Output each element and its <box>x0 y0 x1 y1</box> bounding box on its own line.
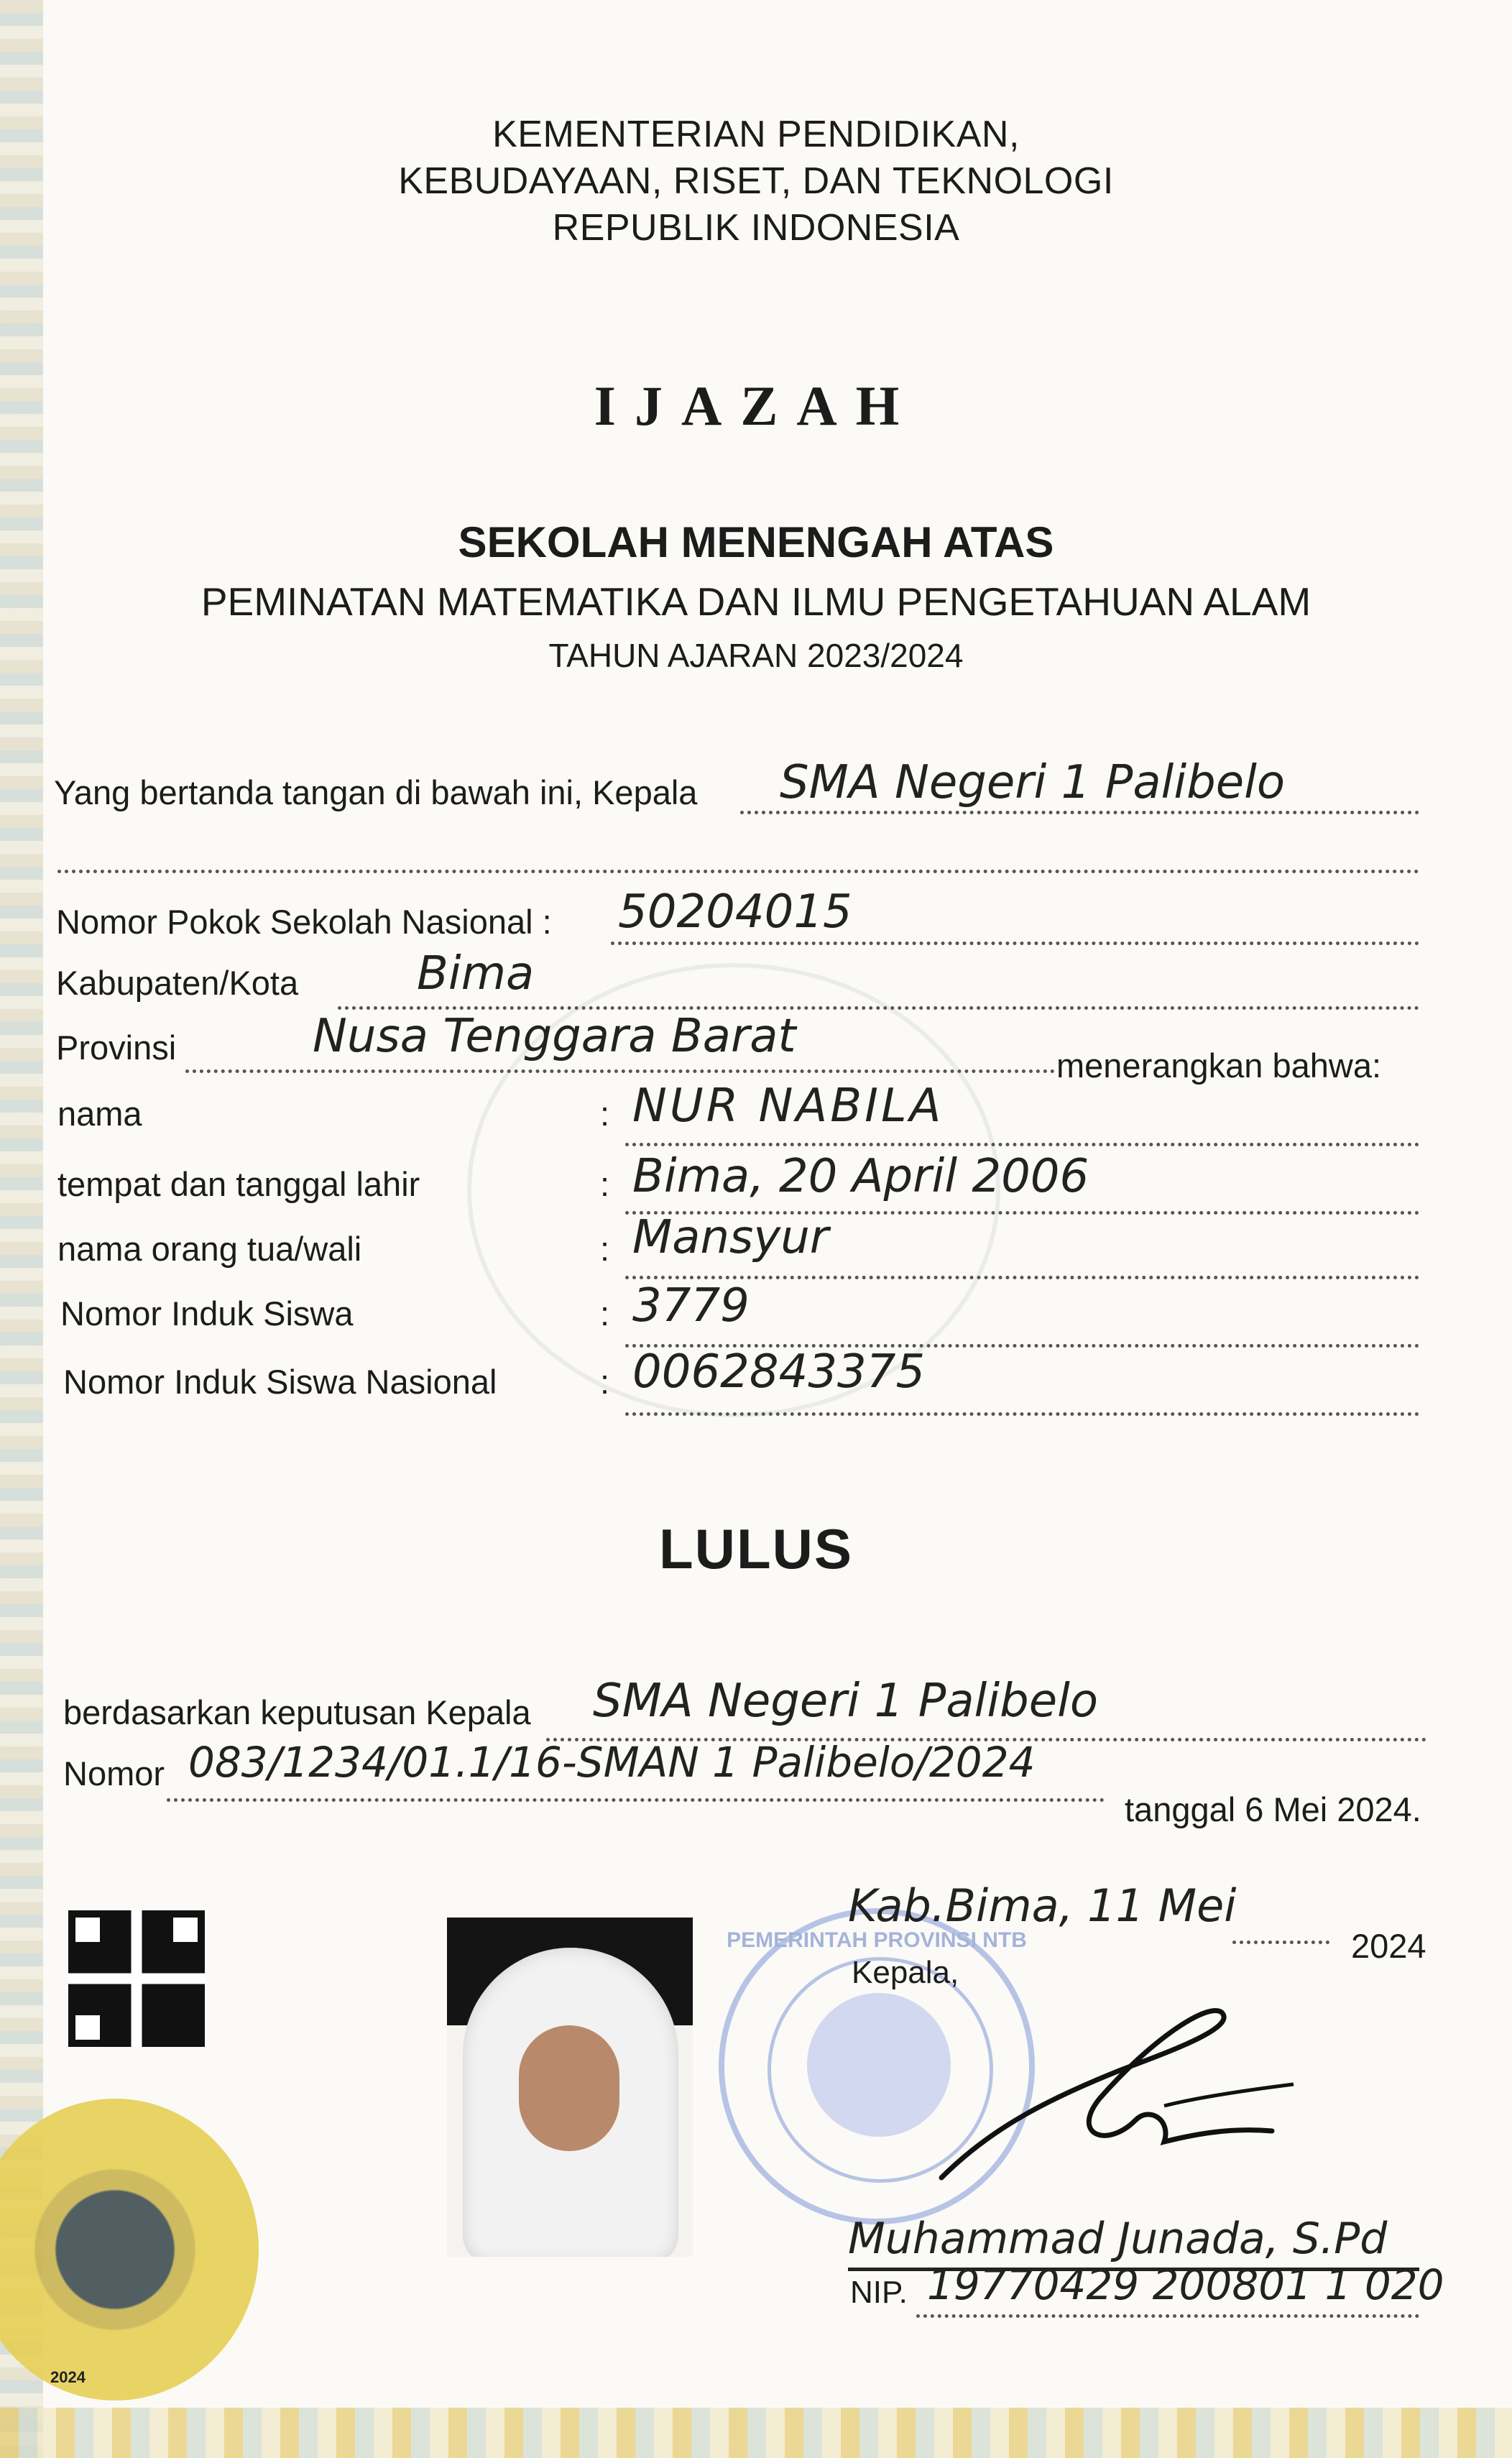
dotted-line <box>625 1143 1419 1146</box>
ministry-line-1: KEMENTERIAN PENDIDIKAN, <box>492 114 1020 155</box>
field-label-nama: nama <box>57 1095 142 1133</box>
decorative-border-left <box>0 0 43 2458</box>
signature-scribble <box>934 1998 1308 2199</box>
principal-name: Muhammad Junada, S.Pd <box>848 2214 1388 2264</box>
field-label-nis: Nomor Induk Siswa <box>60 1294 354 1332</box>
npsn-label: Nomor Pokok Sekolah Nasional : <box>56 903 552 941</box>
academic-year: TAHUN AJARAN 2023/2024 <box>548 637 964 674</box>
dotted-line <box>916 2314 1419 2318</box>
student-photo <box>447 1918 693 2257</box>
dotted-line <box>625 1412 1419 1416</box>
parent-name: Mansyur <box>632 1211 829 1264</box>
hologram-seal <box>0 2099 259 2401</box>
qr-code-icon <box>68 1910 205 2047</box>
kabupaten-value: Bima <box>417 947 535 1000</box>
colon: : <box>600 1230 610 1268</box>
signature-role: Kepala, <box>852 1955 959 1990</box>
provinsi-value: Nusa Tenggara Barat <box>313 1010 796 1063</box>
colon: : <box>600 1165 610 1203</box>
program-name: PEMINATAN MATEMATIKA DAN ILMU PENGETAHUAN ALAM <box>200 579 1312 624</box>
declare-text: menerangkan bahwa: <box>1056 1046 1382 1085</box>
dotted-line <box>1232 1941 1329 1944</box>
colon: : <box>600 1363 610 1401</box>
school-level: SEKOLAH MENENGAH ATAS <box>458 518 1054 566</box>
student-name: NUR NABILA <box>632 1080 944 1133</box>
nip-value: 19770429 200801 1 020 <box>927 2260 1444 2309</box>
nip-label: NIP. <box>850 2275 908 2310</box>
decision-school: SMA Negeri 1 Palibelo <box>593 1675 1099 1728</box>
stamp-text: PEMERINTAH PROVINSI NTB <box>727 1928 1027 1952</box>
dotted-line <box>167 1798 1105 1802</box>
ministry-line-3: REPUBLIK INDONESIA <box>552 207 960 249</box>
document-title: IJAZAH <box>594 374 918 437</box>
decision-date: tanggal 6 Mei 2024. <box>1125 1790 1421 1828</box>
dotted-line <box>740 811 1419 814</box>
dotted-line <box>611 942 1419 945</box>
graduation-status: LULUS <box>659 1517 853 1580</box>
field-label-birth: tempat dan tanggal lahir <box>57 1165 420 1203</box>
school-name-handwritten: SMA Negeri 1 Palibelo <box>780 756 1286 809</box>
field-label-nisn: Nomor Induk Siswa Nasional <box>63 1363 497 1401</box>
dotted-line <box>57 870 1419 873</box>
signature-place-date: Kab.Bima, 11 Mei <box>848 1879 1237 1932</box>
seal-year: 2024 <box>50 2368 86 2386</box>
npsn-value: 50204015 <box>618 885 852 939</box>
signature-year: 2024 <box>1351 1927 1426 1965</box>
ministry-line-2: KEBUDAYAAN, RISET, DAN TEKNOLOGI <box>398 160 1114 202</box>
decision-number-label: Nomor <box>63 1754 165 1792</box>
provinsi-label: Provinsi <box>56 1028 177 1067</box>
birth-place-date: Bima, 20 April 2006 <box>632 1150 1089 1203</box>
nisn-value: 0062843375 <box>632 1345 926 1399</box>
colon: : <box>600 1095 610 1133</box>
nis-value: 3779 <box>632 1279 750 1332</box>
intro-label: Yang bertanda tangan di bawah ini, Kepala <box>54 773 698 811</box>
field-label-parent: nama orang tua/wali <box>57 1230 362 1268</box>
kabupaten-label: Kabupaten/Kota <box>56 964 299 1002</box>
decision-label: berdasarkan keputusan Kepala <box>63 1693 531 1731</box>
decorative-border-bottom <box>0 2408 1512 2458</box>
colon: : <box>600 1294 610 1332</box>
dotted-line <box>185 1069 1055 1073</box>
decision-number: 083/1234/01.1/16-SMAN 1 Palibelo/2024 <box>188 1738 1036 1787</box>
